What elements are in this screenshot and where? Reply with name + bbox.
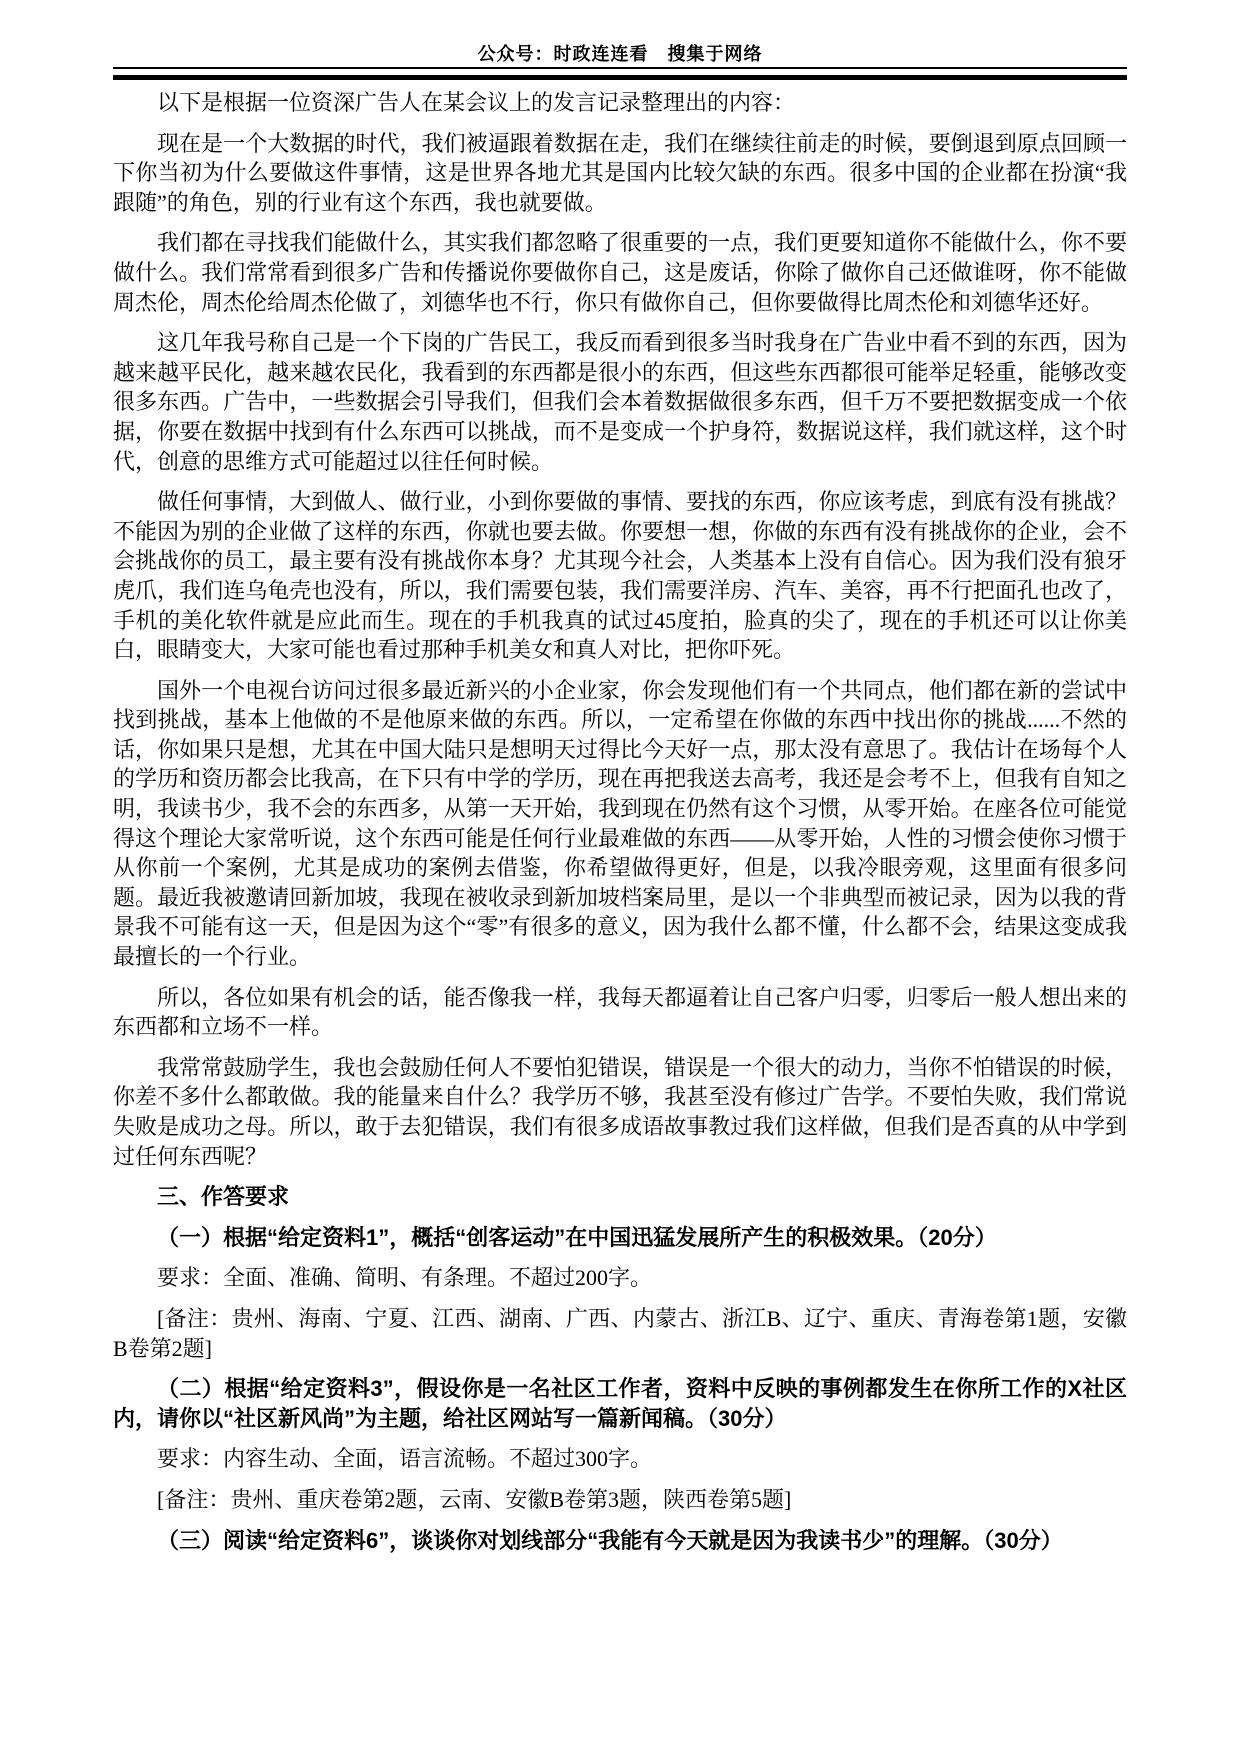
header-divider (113, 75, 1127, 80)
section-heading: 三、作答要求 (157, 1184, 290, 1210)
page-header (113, 42, 1127, 80)
question-2-requirement: 要求：内容生动、全面，语言流畅。不超过300字。 (157, 1446, 653, 1472)
speech-paragraph-2: 我们都在寻找我们能做什么，其实我们都忽略了很重要的一点，我们更要知道你不能做什么，你不要做什么。我们常常看到很多广告和传播说你要做你自己，这是废话，你除了做你自己还做谁呀，你不能做周杰伦，周杰伦给周杰伦做了，刘德华也不行，你只有做你自己，但你要做得比周杰伦和刘德华还好。 (113, 230, 1127, 315)
question-1-title: （一）根据“给定资料1”，概括“创客运动”在中国迅猛发展所产生的积极效果。（20分） (157, 1224, 997, 1250)
question-3-title: （三）阅读“给定资料6”，谈谈你对划线部分“我能有今天就是因为我读书少”的理解。（30分） (157, 1527, 1063, 1553)
question-2-title: （二）根据“给定资料3”，假设你是一名社区工作者，资料中反映的事例都发生在你所工作的X社区内，请你以“社区新风尚”为主题，给社区网站写一篇新闻稿。（30分） (113, 1376, 1127, 1431)
speech-paragraph-4: 做任何事情，大到做人、做行业，小到你要做的事情、要找的东西，你应该考虑，到底有没有挑战？不能因为别的企业做了这样的东西，你就也要去做。你要想一想，你做的东西有没有挑战你的企业，会不会挑战你的员工，最主要有没有挑战你本身？尤其现今社会，人类基本上没有自信心。因为我们没有狼牙虎爪，我们连乌龟壳也没有，所以，我们需要包装，我们需要洋房、汽车、美容，再不行把面孔也改了，手机的美化软件就是应此而生。现在的手机我真的试过45度拍，脸真的尖了，现在的手机还可以让你美白，眼睛变大，大家可能也看过那种手机美女和真人对比，把你吓死。 (113, 489, 1127, 663)
speech-paragraph-7: 我常常鼓励学生，我也会鼓励任何人不要怕犯错误，错误是一个很大的动力，当你不怕错误的时候，你差不多什么都敢做。我的能量来自什么？我学历不够，我甚至没有修过广告学。不要怕失败，我们常说失败是成功之母。所以，敢于去犯错误，我们有很多成语故事教过我们这样做，但我们是否真的从中学到过任何东西呢？ (113, 1054, 1127, 1169)
document-body (113, 88, 1127, 1566)
speech-paragraph-3: 这几年我号称自己是一个下岗的广告民工，我反而看到很多当时我身在广告业中看不到的东西，因为越来越平民化，越来越农民化，我看到的东西都是很小的东西，但这些东西都很可能举足轻重，能够改变很多东西。广告中，一些数据会引导我们，但我们会本着数据做很多东西，但千万不要把数据变成一个依据，你要在数据中找到有什么东西可以挑战，而不是变成一个护身符，数据说这样，我们就这样，这个时代，创意的思维方式可能超过以往任何时候。 (113, 330, 1127, 474)
question-1-requirement: 要求：全面、准确、简明、有条理。不超过200字。 (157, 1265, 653, 1291)
speech-paragraph-1: 现在是一个大数据的时代，我们被逼跟着数据在走，我们在继续往前走的时候，要倒退到原点回顾一下你当初为什么要做这件事情，这是世界各地尤其是国内比较欠缺的东西。很多中国的企业都在扮演“我跟随”的角色，别的行业有这个东西，我也就要做。 (113, 130, 1127, 215)
speech-paragraph-5: 国外一个电视台访问过很多最近新兴的小企业家，你会发现他们有一个共同点，他们都在新的尝试中找到挑战，基本上他做的不是他原来做的东西。所以，一定希望在你做的东西中找出你的挑战......不然的话，你如果只是想，尤其在中国大陆只是想明天过得比今天好一点，那太没有意思了。我估计在场每个人的学历和资历都会比我高，在下只有中学的学历，现在再把我送去高考，我还是会考不上，但我有自知之明，我读书少，我不会的东西多，从第一天开始，我到现在仍然有这个习惯，从零开始。在座各位可能觉得这个理论大家常听说，这个东西可能是任何行业最难做的东西——从零开始，人性的习惯会使你习惯于从你前一个案例，尤其是成功的案例去借鉴，你希望做得更好，但是，以我冷眼旁观，这里面有很多问题。最近我被邀请回新加坡，我现在被收录到新加坡档案局里，是以一个非典型而被记录，因为以我的背景我不可能有这一天，但是因为这个“零”有很多的意义，因为我什么都不懂，什么都不会，结果这变成我最擅长的一个行业。 (113, 677, 1127, 970)
intro-paragraph: 以下是根据一位资深广告人在某会议上的发言记录整理出的内容： (157, 90, 796, 115)
speech-paragraph-6: 所以，各位如果有机会的话，能否像我一样，我每天都逼着让自己客户归零，归零后一般人想出来的东西都和立场不一样。 (113, 984, 1127, 1040)
header-title: 公众号：时政连连看 搜集于网络 (113, 42, 1127, 69)
question-2-note: [备注：贵州、重庆卷第2题，云南、安徽B卷第3题，陕西卷第5题] (157, 1486, 792, 1512)
question-1-note: [备注：贵州、海南、宁夏、江西、湖南、广西、内蒙古、浙江B、辽宁、重庆、青海卷第1题，安徽B卷第2题] (113, 1305, 1127, 1361)
